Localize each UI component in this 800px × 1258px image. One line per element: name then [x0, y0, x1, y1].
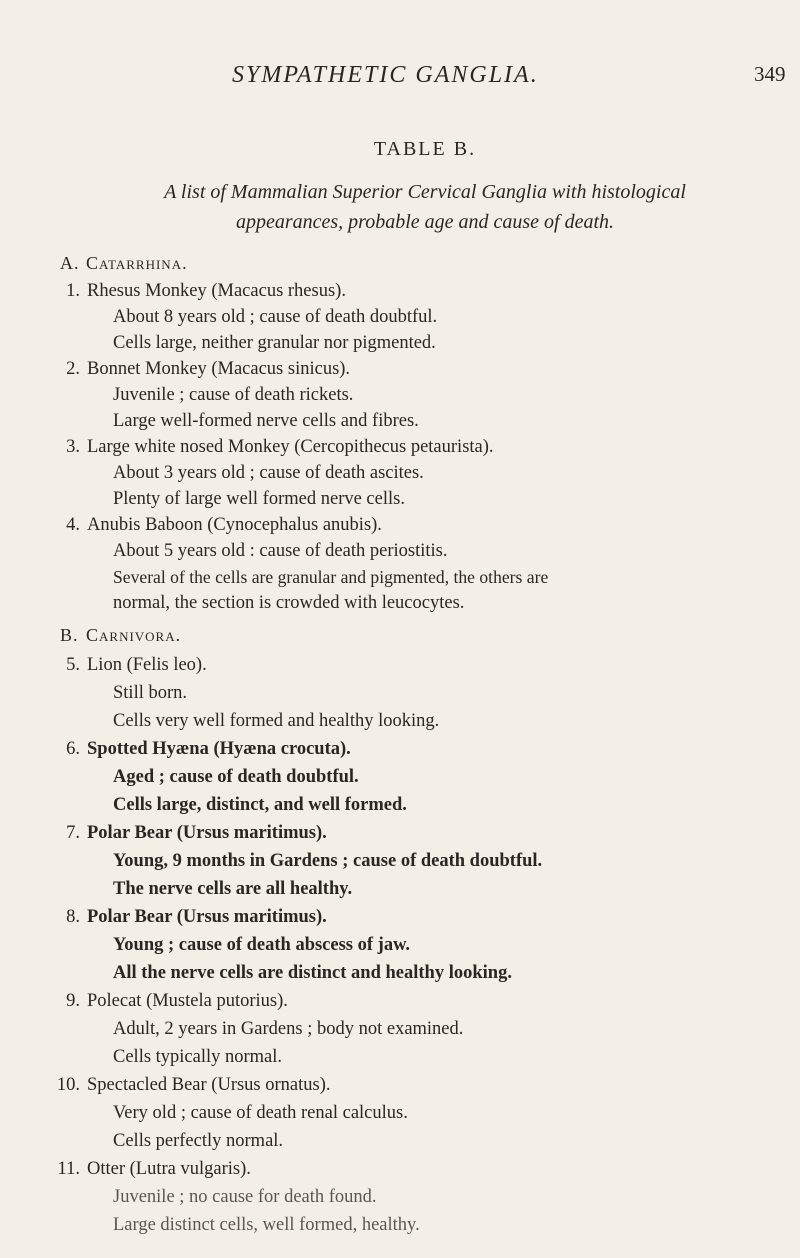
entry-number: 4. — [66, 515, 80, 535]
entry-detail-line: Still born. — [113, 683, 188, 703]
entry-detail-line: Several of the cells are granular and pigmented, the others are — [113, 567, 549, 587]
section-letter: B. — [60, 625, 79, 645]
entry-detail-line: Large well-formed nerve cells and fibres. — [113, 411, 419, 431]
table-subtitle-line-1: A list of Mammalian Superior Cervical Ganglia with histological — [164, 181, 686, 203]
entry-number: 5. — [66, 655, 80, 675]
entry-species-name: Large white nosed Monkey (Cercopithecus petaurista). — [87, 437, 494, 457]
running-title: SYMPATHETIC GANGLIA. — [232, 62, 539, 88]
entry-detail-line: Cells large, neither granular nor pigmented. — [113, 333, 436, 353]
entry-detail-line: About 3 years old ; cause of death ascites. — [113, 463, 424, 483]
entry-detail-line: Aged ; cause of death doubtful. — [113, 767, 359, 787]
entry-number: 6. — [66, 739, 80, 759]
entry-species-name: Polecat (Mustela putorius). — [87, 991, 288, 1011]
table-subtitle-line-2: appearances, probable age and cause of death. — [235, 211, 615, 233]
entry-species-name: Lion (Felis leo). — [87, 655, 207, 675]
entry-species-name: Polar Bear (Ursus maritimus). — [87, 823, 327, 843]
entry-species-name: Polar Bear (Ursus maritimus). — [87, 907, 327, 927]
entry-detail-line: Adult, 2 years in Gardens ; body not examined. — [113, 1019, 464, 1039]
entry-species-name: Otter (Lutra vulgaris). — [87, 1159, 251, 1179]
entry-detail-line: Large distinct cells, well formed, healthy. — [113, 1215, 420, 1235]
entry-detail-line: All the nerve cells are distinct and healthy looking. — [113, 963, 512, 983]
entry-detail-line: Young ; cause of death abscess of jaw. — [113, 935, 411, 955]
entry-number: 1. — [66, 281, 80, 301]
section-name: Catarrhina. — [86, 253, 188, 273]
entry-species-name: Anubis Baboon (Cynocephalus anubis). — [87, 515, 382, 535]
entry-number: 7. — [66, 823, 80, 843]
entry-number: 9. — [66, 991, 80, 1011]
entry-detail-line: Cells very well formed and healthy looking. — [113, 711, 440, 731]
entry-detail-line: Cells large, distinct, and well formed. — [113, 795, 407, 815]
entry-species-name: Rhesus Monkey (Macacus rhesus). — [87, 281, 346, 301]
entry-species-name: Spotted Hyæna (Hyæna crocuta). — [87, 739, 351, 759]
entry-number: 10. — [56, 1075, 80, 1095]
entry-detail-line: Juvenile ; no cause for death found. — [113, 1187, 377, 1207]
entry-number: 2. — [66, 359, 80, 379]
section-heading-catarrhina — [60, 250, 188, 276]
section-heading-carnivora — [60, 622, 181, 648]
entry-number: 11. — [57, 1159, 80, 1179]
entry-detail-line: About 5 years old : cause of death periostitis. — [113, 541, 448, 561]
entry-number: 3. — [66, 437, 80, 457]
entry-detail-line: About 8 years old ; cause of death doubtful. — [113, 307, 438, 327]
entry-detail-line: normal, the section is crowded with leucocytes. — [113, 593, 465, 613]
entry-detail-line: Juvenile ; cause of death rickets. — [113, 385, 354, 405]
entry-detail-line: Plenty of large well formed nerve cells. — [113, 489, 405, 509]
entry-detail-line: Young, 9 months in Gardens ; cause of death doubtful. — [113, 851, 543, 871]
entry-number: 8. — [66, 907, 80, 927]
page-number: 349 — [754, 62, 786, 86]
entry-detail-line: Cells typically normal. — [113, 1047, 283, 1067]
entry-detail-line: Very old ; cause of death renal calculus. — [113, 1103, 408, 1123]
table-title: TABLE B. — [373, 138, 477, 160]
entry-detail-line: Cells perfectly normal. — [113, 1131, 284, 1151]
entry-detail-line: The nerve cells are all healthy. — [113, 879, 353, 899]
entry-species-name: Spectacled Bear (Ursus ornatus). — [87, 1075, 331, 1095]
section-letter: A. — [60, 253, 80, 273]
entry-species-name: Bonnet Monkey (Macacus sinicus). — [87, 359, 351, 379]
section-name: Carnivora. — [86, 625, 182, 645]
